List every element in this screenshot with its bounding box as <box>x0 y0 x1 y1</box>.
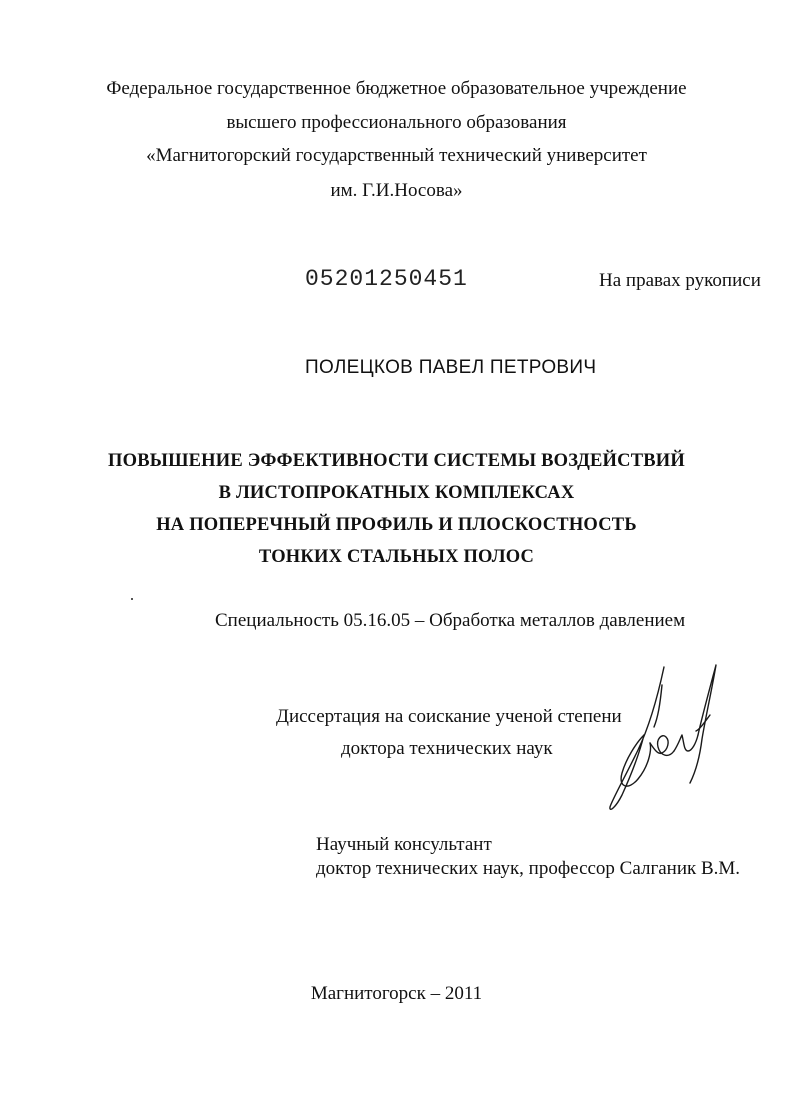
advisor-label: Научный консультант <box>316 834 492 855</box>
institution-line-3: «Магнитогорский государственный технический университет <box>146 145 647 166</box>
title-line-4: ТОНКИХ СТАЛЬНЫХ ПОЛОС <box>258 547 535 567</box>
degree-line-1: Диссертация на соискание ученой степени <box>276 706 622 727</box>
title-line-2: В ЛИСТОПРОКАТНЫХ КОМПЛЕКСАХ <box>218 483 575 503</box>
title-line-3: НА ПОПЕРЕЧНЫЙ ПРОФИЛЬ И ПЛОСКОСТНОСТЬ <box>156 515 637 535</box>
institution-line-2: высшего профессионального образования <box>226 112 567 133</box>
city-year: Магнитогорск – 2011 <box>310 983 483 1004</box>
title-line-1: ПОВЫШЕНИЕ ЭФФЕКТИВНОСТИ СИСТЕМЫ ВОЗДЕЙСТВИЙ <box>108 451 685 471</box>
advisor-name: доктор технических наук, профессор Салганик В.М. <box>316 858 741 879</box>
manuscript-note: На правах рукописи <box>599 270 761 291</box>
institution-line-1: Федеральное государственное бюджетное образовательное учреждение <box>106 78 687 99</box>
specialty: Специальность 05.16.05 – Обработка металлов давлением <box>215 610 686 631</box>
signature-icon <box>592 655 732 820</box>
institution-line-4: им. Г.И.Носова» <box>330 180 463 201</box>
degree-line-2: доктора технических наук <box>341 738 553 759</box>
scan-speck <box>131 598 133 600</box>
author-name: ПОЛЕЦКОВ ПАВЕЛ ПЕТРОВИЧ <box>305 357 597 378</box>
registration-code: 05201250451 <box>305 266 468 292</box>
